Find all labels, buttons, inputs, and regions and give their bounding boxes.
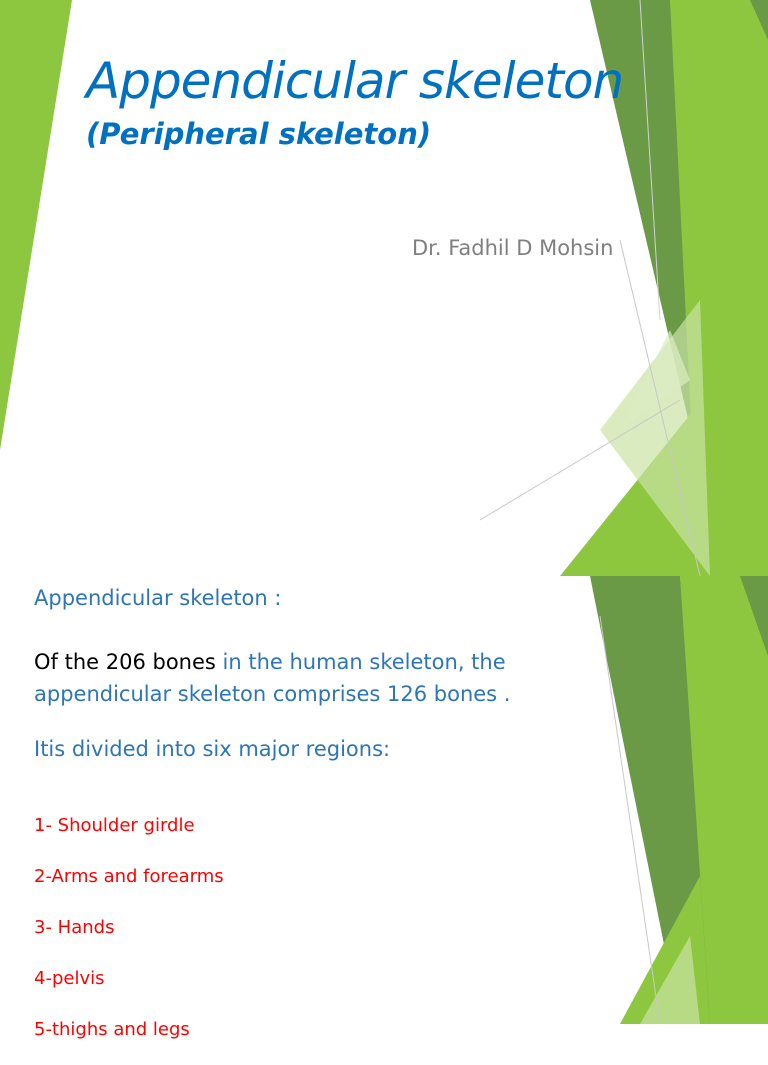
regions-list [34, 810, 224, 1065]
region-item: 2-Arms and forearms [34, 866, 224, 887]
region-item: 4-pelvis [34, 968, 105, 989]
intro-blue-text: in the human skeleton, the appendicular skeleton comprises 126 bones . [34, 650, 511, 706]
slide-title: Appendicular skeleton [86, 52, 624, 110]
regions-intro: Itis divided into six major regions: [34, 737, 391, 761]
region-item: 5-thighs and legs [34, 1019, 190, 1040]
section-heading: Appendicular skeleton : [34, 586, 282, 610]
intro-black-text: Of the 206 bones [34, 650, 216, 674]
left-green-triangle [0, 0, 72, 450]
slide-subtitle: (Peripheral skeleton) [86, 117, 432, 151]
region-item: 3- Hands [34, 917, 115, 938]
intro-paragraph [34, 646, 594, 710]
author-name: Dr. Fadhil D Mohsin [412, 236, 614, 260]
region-item: 1- Shoulder girdle [34, 815, 195, 836]
